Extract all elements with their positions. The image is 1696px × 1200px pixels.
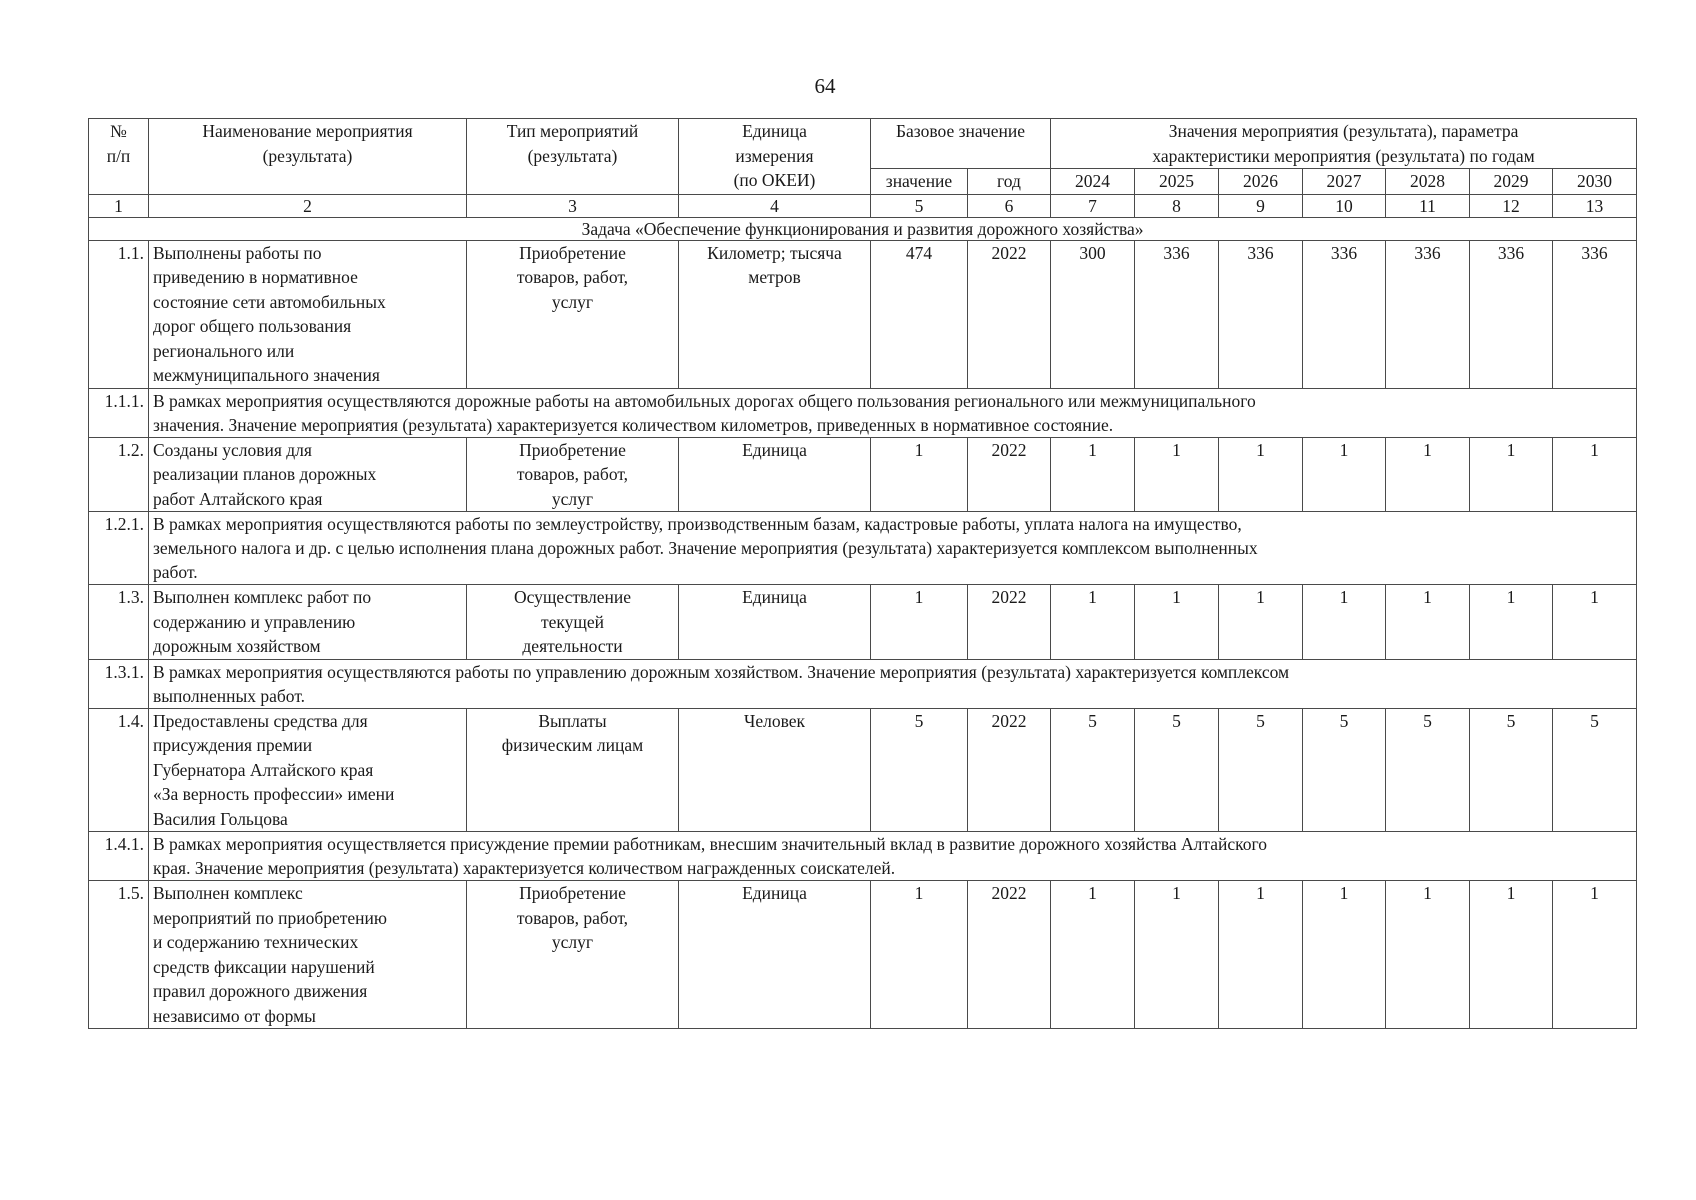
description-number: 1.2.1. xyxy=(89,512,149,585)
measure-year-value: 336 xyxy=(1553,240,1637,388)
measure-name: Выполнен комплекс работ по содержанию и управлению дорожным хозяйством xyxy=(149,585,467,660)
measure-year-value: 5 xyxy=(1219,708,1303,832)
description-number: 1.1.1. xyxy=(89,388,149,437)
measure-number: 1.1. xyxy=(89,240,149,388)
description-text: В рамках мероприятия осуществляются работы по землеустройству, производственным базам, кадастровые работы, уплата налога на имущество, земельного налога и др. с целью исполнения плана дорожных работ. Значение мероприятия (результата) характеризуется комплексом выполненных работ. xyxy=(149,512,1637,585)
measures-table xyxy=(88,118,1637,1029)
measure-row xyxy=(89,240,1637,388)
header-year: 2025 xyxy=(1135,169,1219,195)
description-number: 1.3.1. xyxy=(89,659,149,708)
measure-name: Созданы условия для реализации планов дорожных работ Алтайского края xyxy=(149,437,467,512)
header-year: 2030 xyxy=(1553,169,1637,195)
measure-base-value: 1 xyxy=(871,437,968,512)
measure-base-value: 1 xyxy=(871,585,968,660)
measure-name: Предоставлены средства для присуждения премии Губернатора Алтайского края «За верность профессии» имени Василия Гольцова xyxy=(149,708,467,832)
measure-year-value: 5 xyxy=(1553,708,1637,832)
measure-year-value: 1 xyxy=(1470,437,1553,512)
measure-year-value: 336 xyxy=(1303,240,1386,388)
measure-year-value: 1 xyxy=(1135,585,1219,660)
column-number: 9 xyxy=(1219,194,1303,217)
measure-unit: Километр; тысяча метров xyxy=(679,240,871,388)
measure-year-value: 1 xyxy=(1051,881,1135,1029)
header-year: 2024 xyxy=(1051,169,1135,195)
measure-year-value: 1 xyxy=(1135,881,1219,1029)
measure-type: Выплаты физическим лицам xyxy=(467,708,679,832)
measure-unit: Единица xyxy=(679,437,871,512)
column-number: 13 xyxy=(1553,194,1637,217)
measure-year-value: 5 xyxy=(1386,708,1470,832)
measure-number: 1.2. xyxy=(89,437,149,512)
header-num: № п/п xyxy=(89,119,149,195)
measure-year-value: 1 xyxy=(1553,881,1637,1029)
page-number: 64 xyxy=(814,74,836,98)
measure-year-value: 1 xyxy=(1219,437,1303,512)
measure-year-value: 1 xyxy=(1470,585,1553,660)
measure-base-value: 5 xyxy=(871,708,968,832)
description-row xyxy=(89,832,1637,881)
measure-year-value: 1 xyxy=(1303,585,1386,660)
description-row xyxy=(89,388,1637,437)
measure-base-year: 2022 xyxy=(968,240,1051,388)
measure-base-year: 2022 xyxy=(968,881,1051,1029)
column-number: 11 xyxy=(1386,194,1470,217)
measure-type: Осуществление текущей деятельности xyxy=(467,585,679,660)
measure-row xyxy=(89,708,1637,832)
measure-year-value: 1 xyxy=(1051,437,1135,512)
measure-year-value: 336 xyxy=(1470,240,1553,388)
measure-year-value: 1 xyxy=(1386,437,1470,512)
measure-base-year: 2022 xyxy=(968,437,1051,512)
header-base: Базовое значение xyxy=(871,119,1051,169)
measure-year-value: 336 xyxy=(1219,240,1303,388)
column-number: 2 xyxy=(149,194,467,217)
column-number: 7 xyxy=(1051,194,1135,217)
measure-year-value: 1 xyxy=(1553,437,1637,512)
header-base-year: год xyxy=(968,169,1051,195)
description-text: В рамках мероприятия осуществляются работы по управлению дорожным хозяйством. Значение мероприятия (результата) характеризуется комплексом выполненных работ. xyxy=(149,659,1637,708)
task-title: Задача «Обеспечение функционирования и развития дорожного хозяйства» xyxy=(89,217,1637,240)
measure-name: Выполнены работы по приведению в нормативное состояние сети автомобильных дорог общего пользования регионального или межмуниципального значения xyxy=(149,240,467,388)
measure-name: Выполнен комплекс мероприятий по приобретению и содержанию технических средств фиксации нарушений правил дорожного движения независимо от формы xyxy=(149,881,467,1029)
header-base-value: значение xyxy=(871,169,968,195)
measure-year-value: 300 xyxy=(1051,240,1135,388)
description-text: В рамках мероприятия осуществляются дорожные работы на автомобильных дорогах общего пользования регионального или межмуниципального значения. Значение мероприятия (результата) характеризуется количеством километров, приведенных в нормативное состояние. xyxy=(149,388,1637,437)
measure-base-value: 1 xyxy=(871,881,968,1029)
measure-year-value: 1 xyxy=(1470,881,1553,1029)
column-number: 12 xyxy=(1470,194,1553,217)
measure-row xyxy=(89,881,1637,1029)
measure-year-value: 1 xyxy=(1553,585,1637,660)
measure-type: Приобретение товаров, работ, услуг xyxy=(467,437,679,512)
measure-year-value: 5 xyxy=(1135,708,1219,832)
column-number-row xyxy=(89,194,1637,217)
measure-year-value: 1 xyxy=(1219,585,1303,660)
measure-year-value: 1 xyxy=(1051,585,1135,660)
column-number: 6 xyxy=(968,194,1051,217)
description-text: В рамках мероприятия осуществляется присуждение премии работникам, внесшим значительный вклад в развитие дорожного хозяйства Алтайского края. Значение мероприятия (результата) характеризуется количеством награжденных соискателей. xyxy=(149,832,1637,881)
description-row xyxy=(89,512,1637,585)
header-year: 2027 xyxy=(1303,169,1386,195)
measure-year-value: 5 xyxy=(1303,708,1386,832)
description-row xyxy=(89,659,1637,708)
header-unit: Единица измерения (по ОКЕИ) xyxy=(679,119,871,195)
measure-unit: Человек xyxy=(679,708,871,832)
task-row xyxy=(89,217,1637,240)
measure-type: Приобретение товаров, работ, услуг xyxy=(467,881,679,1029)
measure-base-value: 474 xyxy=(871,240,968,388)
column-number: 5 xyxy=(871,194,968,217)
header-name: Наименование мероприятия (результата) xyxy=(149,119,467,195)
header-year: 2026 xyxy=(1219,169,1303,195)
measure-year-value: 1 xyxy=(1303,437,1386,512)
header-row xyxy=(89,119,1637,169)
measure-year-value: 336 xyxy=(1386,240,1470,388)
header-type: Тип мероприятий (результата) xyxy=(467,119,679,195)
column-number: 8 xyxy=(1135,194,1219,217)
measure-year-value: 336 xyxy=(1135,240,1219,388)
measure-row xyxy=(89,437,1637,512)
measure-year-value: 1 xyxy=(1386,585,1470,660)
measure-year-value: 5 xyxy=(1470,708,1553,832)
measure-year-value: 1 xyxy=(1303,881,1386,1029)
column-number: 1 xyxy=(89,194,149,217)
measure-number: 1.5. xyxy=(89,881,149,1029)
description-number: 1.4.1. xyxy=(89,832,149,881)
column-number: 10 xyxy=(1303,194,1386,217)
measure-unit: Единица xyxy=(679,881,871,1029)
measure-number: 1.3. xyxy=(89,585,149,660)
measure-year-value: 1 xyxy=(1219,881,1303,1029)
measure-unit: Единица xyxy=(679,585,871,660)
column-number: 3 xyxy=(467,194,679,217)
measure-year-value: 1 xyxy=(1135,437,1219,512)
column-number: 4 xyxy=(679,194,871,217)
header-year: 2029 xyxy=(1470,169,1553,195)
measure-number: 1.4. xyxy=(89,708,149,832)
measure-year-value: 1 xyxy=(1386,881,1470,1029)
measure-row xyxy=(89,585,1637,660)
measure-base-year: 2022 xyxy=(968,585,1051,660)
header-values: Значения мероприятия (результата), параметра характеристики мероприятия (результата) по годам xyxy=(1051,119,1637,169)
measure-year-value: 5 xyxy=(1051,708,1135,832)
header-year: 2028 xyxy=(1386,169,1470,195)
measure-base-year: 2022 xyxy=(968,708,1051,832)
measure-type: Приобретение товаров, работ, услуг xyxy=(467,240,679,388)
